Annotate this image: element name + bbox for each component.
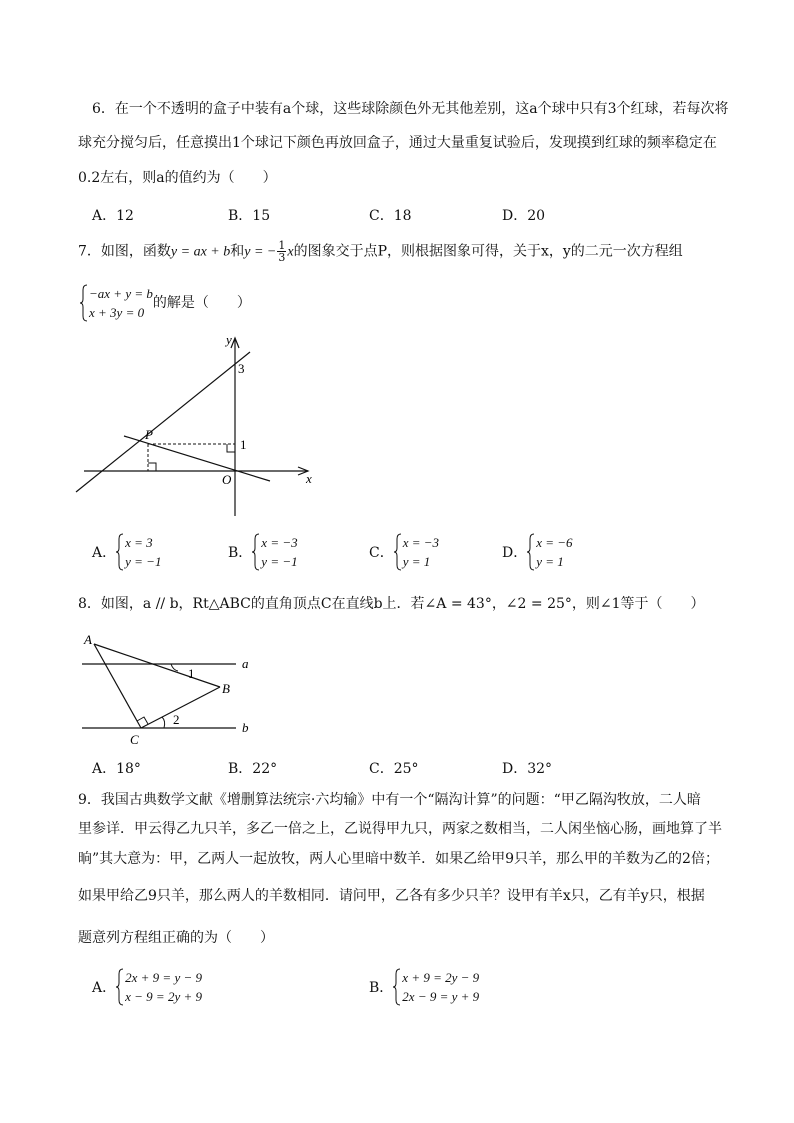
option-row-1: x = −3 — [402, 535, 440, 550]
q6-line3: 0.2左右，则a的值约为（ ） — [78, 170, 277, 186]
option-row-2: y = −1 — [261, 554, 298, 569]
brace-icon — [394, 533, 402, 571]
brace-icon — [393, 968, 401, 1006]
q7-stem — [78, 240, 683, 263]
q8-option-b[interactable]: B．22° — [228, 761, 278, 777]
q7-option-d[interactable] — [502, 533, 573, 571]
brace-icon — [116, 968, 124, 1006]
option-letter: B． — [228, 545, 253, 561]
q7-option-c[interactable] — [369, 533, 439, 571]
q7-system-suffix: 的解是（ ） — [152, 295, 251, 311]
q6-option-a[interactable]: A．12 — [92, 208, 134, 224]
q9-line2: 里参详．甲云得乙九只羊，多乙一倍之上，乙说得甲九只，两家之数相当，二人闲坐恼心肠，画地算了半 — [78, 821, 722, 837]
side-ab — [94, 644, 220, 687]
q7-option-b[interactable] — [228, 533, 298, 571]
option-row-2: y = 1 — [402, 554, 431, 569]
label-b-vertex: B — [222, 681, 230, 696]
q7-system-line — [80, 284, 251, 322]
option-row-1: x = −3 — [261, 535, 298, 550]
brace-icon — [252, 533, 260, 571]
q6-option-b[interactable]: B．15 — [228, 208, 271, 224]
q9-option-a[interactable] — [92, 968, 202, 1006]
option-letter: B． — [369, 980, 394, 996]
graph-label-y: y — [226, 332, 232, 347]
option-row-2: 2x − 9 = y + 9 — [402, 989, 480, 1004]
option-letter: C． — [369, 545, 394, 561]
angle-1-arc — [171, 664, 178, 671]
q6-option-d[interactable]: D．20 — [502, 208, 546, 224]
label-line-b: b — [242, 720, 249, 735]
option-row-2: y = −1 — [125, 554, 162, 569]
label-line-a: a — [242, 656, 249, 671]
right-angle-mark-y — [227, 444, 235, 452]
graph-label-1: 1 — [240, 437, 247, 452]
graph-label-o: O — [222, 472, 232, 487]
q9-line1: 9．我国古典数学文献《增删算法统宗·六均输》中有一个“隔沟计算”的问题：“甲乙隔沟牧放，二人暗 — [78, 792, 701, 808]
graph-label-3: 3 — [238, 361, 245, 376]
brace-icon — [116, 533, 124, 571]
q7-suffix: 的图象交于点P，则根据图象可得，关于x，y的二元一次方程组 — [293, 243, 683, 260]
q6-line1: 6．在一个不透明的盒子中装有a个球，这些球除颜色外无其他差别，这a个球中只有3个红球，若每次将 — [92, 101, 729, 117]
option-row-1: x + 9 = 2y − 9 — [402, 970, 480, 985]
q9-line3: 晌”其大意为：甲，乙两人一起放牧，两人心里暗中数羊．如果乙给甲9只羊，那么甲的羊数为乙的2倍； — [78, 851, 719, 867]
q8-figure — [74, 626, 284, 748]
system-row-2: x + 3y = 0 — [89, 305, 145, 320]
side-cb — [141, 687, 220, 728]
q7-fraction — [277, 240, 286, 263]
label-a-vertex: A — [84, 632, 92, 647]
q9-option-b[interactable] — [369, 968, 479, 1006]
side-ac — [94, 644, 141, 728]
label-c-vertex: C — [130, 732, 139, 747]
option-letter: D． — [502, 545, 528, 561]
system-row-1: −ax + y = b — [89, 286, 153, 301]
q8-option-d[interactable]: D．32° — [502, 761, 553, 777]
q7-and: 和 — [230, 243, 245, 260]
q7-function-2-post: x — [287, 244, 294, 260]
q8-option-a[interactable]: A．18° — [92, 761, 141, 777]
q9-line4: 如果甲给乙9只羊，那么两人的羊数相同．请问甲，乙各有多少只羊？设甲有羊x只，乙有羊y只，根据 — [78, 888, 705, 904]
q9-line5: 题意列方程组正确的为（ ） — [78, 930, 274, 946]
line-neg-third-x — [124, 436, 270, 481]
q7-prefix: 7．如图，函数 — [78, 243, 171, 260]
q7-graph — [70, 330, 330, 520]
option-letter: A． — [92, 980, 117, 996]
option-letter: A． — [92, 545, 117, 561]
q8-stem: 8．如图，a // b，Rt△ABC的直角顶点C在直线b上．若∠A = 43°，∠2 = 25°，则∠1等于（ ） — [78, 596, 705, 612]
q7-option-a[interactable] — [92, 533, 161, 571]
q6-line2: 球充分搅匀后，任意摸出1个球记下颜色再放回盒子，通过大量重复试验后，发现摸到红球的频率稳定在 — [78, 135, 717, 151]
label-angle-1: 1 — [188, 666, 195, 681]
label-angle-2: 2 — [173, 712, 180, 727]
brace-icon — [80, 284, 88, 322]
option-row-1: x = −6 — [536, 535, 573, 550]
graph-label-x: x — [306, 471, 312, 486]
graph-label-p: P — [145, 427, 153, 442]
option-row-2: y = 1 — [536, 554, 564, 569]
brace-icon — [527, 533, 535, 571]
q8-option-c[interactable]: C．25° — [369, 761, 419, 777]
option-row-1: 2x + 9 = y − 9 — [125, 970, 202, 985]
angle-2-arc — [162, 717, 165, 728]
q7-function-2-pre: y = − — [244, 244, 277, 260]
right-angle-mark-x — [148, 463, 156, 471]
q7-function-1: y = ax + b — [170, 244, 231, 260]
fraction-numerator: 1 — [278, 239, 286, 252]
fraction-denominator: 3 — [278, 251, 286, 264]
q6-option-c[interactable]: C．18 — [369, 208, 412, 224]
option-row-1: x = 3 — [125, 535, 153, 550]
option-row-2: x − 9 = 2y + 9 — [125, 989, 202, 1004]
q7-equation-system — [80, 284, 153, 322]
